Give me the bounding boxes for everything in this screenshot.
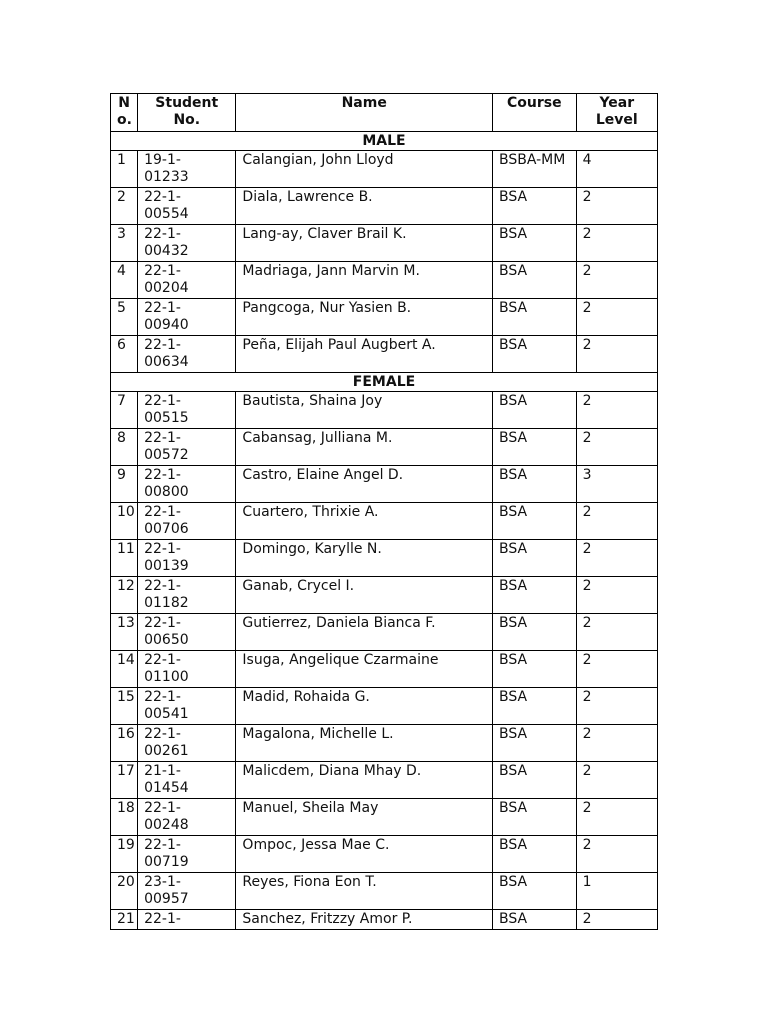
cell-student-no [138, 466, 236, 503]
cell-name: Gutierrez, Daniela Bianca F. [236, 614, 493, 651]
cell-course: BSA [492, 262, 576, 299]
cell-no: 19 [111, 836, 138, 873]
cell-course: BSA [492, 651, 576, 688]
cell-student-no [138, 688, 236, 725]
cell-year-level: 2 [576, 836, 657, 873]
cell-no: 6 [111, 336, 138, 373]
student-no-line-2: 00261 [144, 743, 189, 759]
section-title: FEMALE [111, 373, 658, 392]
student-no-line-2: 00634 [144, 354, 189, 370]
cell-course: BSA [492, 503, 576, 540]
cell-name: Peña, Elijah Paul Augbert A. [236, 336, 493, 373]
cell-name: Sanchez, Fritzzy Amor P. [236, 910, 493, 930]
cell-year-level: 2 [576, 725, 657, 762]
cell-name: Cuartero, Thrixie A. [236, 503, 493, 540]
cell-no: 21 [111, 910, 138, 930]
cell-course: BSA [492, 540, 576, 577]
cell-course: BSA [492, 188, 576, 225]
student-no-line-2: 01233 [144, 169, 189, 185]
cell-student-no [138, 429, 236, 466]
cell-course: BSA [492, 392, 576, 429]
header-no: No. [111, 94, 138, 132]
table-row [111, 336, 658, 373]
cell-no: 2 [111, 188, 138, 225]
student-no-line-2: 01100 [144, 669, 189, 685]
cell-student-no [138, 188, 236, 225]
cell-year-level: 2 [576, 799, 657, 836]
table-row [111, 836, 658, 873]
cell-year-level: 3 [576, 466, 657, 503]
cell-no: 4 [111, 262, 138, 299]
cell-no: 3 [111, 225, 138, 262]
cell-student-no [138, 299, 236, 336]
cell-student-no [138, 799, 236, 836]
cell-name: Manuel, Sheila May [236, 799, 493, 836]
table-row [111, 873, 658, 910]
cell-course: BSA [492, 799, 576, 836]
student-no-line-2: 00706 [144, 521, 189, 537]
cell-student-no [138, 336, 236, 373]
table-row [111, 225, 658, 262]
cell-year-level: 2 [576, 540, 657, 577]
student-roster-table [110, 93, 658, 930]
cell-name: Bautista, Shaina Joy [236, 392, 493, 429]
cell-student-no [138, 540, 236, 577]
table-row [111, 577, 658, 614]
student-no-line-1: 22-1- [144, 189, 181, 205]
cell-course: BSA [492, 836, 576, 873]
cell-course: BSA [492, 225, 576, 262]
student-no-line-2: 00248 [144, 817, 189, 833]
cell-student-no [138, 651, 236, 688]
student-no-line-2: 00204 [144, 280, 189, 296]
section-row-male [111, 132, 658, 151]
table-row [111, 540, 658, 577]
cell-year-level: 2 [576, 336, 657, 373]
cell-no: 16 [111, 725, 138, 762]
cell-name: Reyes, Fiona Eon T. [236, 873, 493, 910]
cell-student-no [138, 577, 236, 614]
cell-name: Castro, Elaine Angel D. [236, 466, 493, 503]
student-no-line-1: 22-1- [144, 800, 181, 816]
cell-no: 10 [111, 503, 138, 540]
cell-name: Cabansag, Julliana M. [236, 429, 493, 466]
cell-year-level: 2 [576, 910, 657, 930]
cell-year-level: 4 [576, 151, 657, 188]
table-row [111, 503, 658, 540]
cell-year-level: 2 [576, 503, 657, 540]
student-no-line-1: 22-1- [144, 689, 181, 705]
cell-course: BSA [492, 873, 576, 910]
header-student-no: Student No. [138, 94, 236, 132]
section-title: MALE [111, 132, 658, 151]
student-no-line-2: 00800 [144, 484, 189, 500]
cell-student-no [138, 873, 236, 910]
cell-year-level: 2 [576, 688, 657, 725]
cell-year-level: 2 [576, 577, 657, 614]
cell-no: 8 [111, 429, 138, 466]
cell-student-no [138, 503, 236, 540]
table-row [111, 392, 658, 429]
cell-name: Calangian, John Lloyd [236, 151, 493, 188]
cell-no: 20 [111, 873, 138, 910]
student-no-line-1: 22-1- [144, 337, 181, 353]
table-row [111, 762, 658, 799]
student-no-line-1: 22-1- [144, 430, 181, 446]
cell-year-level: 2 [576, 188, 657, 225]
cell-no: 7 [111, 392, 138, 429]
cell-year-level: 2 [576, 299, 657, 336]
table-row [111, 151, 658, 188]
student-no-line-1: 22-1- [144, 911, 181, 927]
student-no-line-1: 22-1- [144, 300, 181, 316]
header-name: Name [236, 94, 493, 132]
section-row-female [111, 373, 658, 392]
student-no-line-1: 21-1- [144, 763, 181, 779]
header-course: Course [492, 94, 576, 132]
cell-no: 13 [111, 614, 138, 651]
student-no-line-2: 00554 [144, 206, 189, 222]
cell-year-level: 2 [576, 651, 657, 688]
cell-name: Magalona, Michelle L. [236, 725, 493, 762]
header-year-level: Year Level [576, 94, 657, 132]
cell-name: Pangcoga, Nur Yasien B. [236, 299, 493, 336]
cell-no: 9 [111, 466, 138, 503]
student-no-line-1: 19-1- [144, 152, 181, 168]
cell-course: BSA [492, 614, 576, 651]
cell-student-no [138, 614, 236, 651]
table-row [111, 466, 658, 503]
cell-student-no [138, 910, 236, 930]
cell-course: BSA [492, 762, 576, 799]
cell-no: 17 [111, 762, 138, 799]
table-row [111, 799, 658, 836]
student-no-line-2: 01454 [144, 780, 189, 796]
cell-name: Ompoc, Jessa Mae C. [236, 836, 493, 873]
student-no-line-2: 00957 [144, 891, 189, 907]
cell-student-no [138, 762, 236, 799]
cell-year-level: 2 [576, 614, 657, 651]
cell-course: BSA [492, 299, 576, 336]
student-no-line-2: 00940 [144, 317, 189, 333]
student-no-line-1: 23-1- [144, 874, 181, 890]
student-no-line-2: 00139 [144, 558, 189, 574]
cell-course: BSA [492, 466, 576, 503]
student-no-line-1: 22-1- [144, 226, 181, 242]
cell-name: Lang-ay, Claver Brail K. [236, 225, 493, 262]
cell-name: Madid, Rohaida G. [236, 688, 493, 725]
table-row [111, 299, 658, 336]
cell-no: 14 [111, 651, 138, 688]
cell-student-no [138, 392, 236, 429]
cell-student-no [138, 225, 236, 262]
header-row [111, 94, 658, 132]
table-row [111, 614, 658, 651]
cell-name: Malicdem, Diana Mhay D. [236, 762, 493, 799]
cell-year-level: 2 [576, 429, 657, 466]
student-no-line-2: 00572 [144, 447, 189, 463]
cell-course: BSA [492, 577, 576, 614]
cell-year-level: 2 [576, 392, 657, 429]
cell-student-no [138, 151, 236, 188]
student-no-line-2: 00515 [144, 410, 189, 426]
student-no-line-1: 22-1- [144, 837, 181, 853]
table-row [111, 725, 658, 762]
cell-year-level: 2 [576, 262, 657, 299]
student-no-line-2: 00719 [144, 854, 189, 870]
cell-course: BSA [492, 910, 576, 930]
student-no-line-1: 22-1- [144, 393, 181, 409]
cell-no: 12 [111, 577, 138, 614]
student-no-line-1: 22-1- [144, 578, 181, 594]
cell-year-level: 1 [576, 873, 657, 910]
student-no-line-1: 22-1- [144, 541, 181, 557]
table-row [111, 688, 658, 725]
cell-course: BSA [492, 429, 576, 466]
cell-no: 1 [111, 151, 138, 188]
cell-course: BSA [492, 725, 576, 762]
cell-no: 5 [111, 299, 138, 336]
cell-student-no [138, 262, 236, 299]
table-row [111, 188, 658, 225]
table-row [111, 910, 658, 930]
cell-student-no [138, 725, 236, 762]
student-no-line-2: 00650 [144, 632, 189, 648]
student-no-line-1: 22-1- [144, 726, 181, 742]
cell-course: BSBA-MM [492, 151, 576, 188]
roster-body [111, 132, 658, 930]
cell-name: Ganab, Crycel I. [236, 577, 493, 614]
cell-student-no [138, 836, 236, 873]
cell-course: BSA [492, 688, 576, 725]
student-no-line-1: 22-1- [144, 504, 181, 520]
student-no-line-2: 00541 [144, 706, 189, 722]
cell-name: Domingo, Karylle N. [236, 540, 493, 577]
student-no-line-1: 22-1- [144, 652, 181, 668]
student-no-line-2: 00432 [144, 243, 189, 259]
cell-year-level: 2 [576, 762, 657, 799]
student-no-line-1: 22-1- [144, 615, 181, 631]
table-row [111, 429, 658, 466]
student-no-line-1: 22-1- [144, 467, 181, 483]
cell-year-level: 2 [576, 225, 657, 262]
table-row [111, 651, 658, 688]
cell-no: 11 [111, 540, 138, 577]
cell-name: Madriaga, Jann Marvin M. [236, 262, 493, 299]
student-no-line-1: 22-1- [144, 263, 181, 279]
cell-name: Isuga, Angelique Czarmaine [236, 651, 493, 688]
cell-no: 18 [111, 799, 138, 836]
table-row [111, 262, 658, 299]
cell-name: Diala, Lawrence B. [236, 188, 493, 225]
cell-no: 15 [111, 688, 138, 725]
cell-course: BSA [492, 336, 576, 373]
student-no-line-2: 01182 [144, 595, 189, 611]
